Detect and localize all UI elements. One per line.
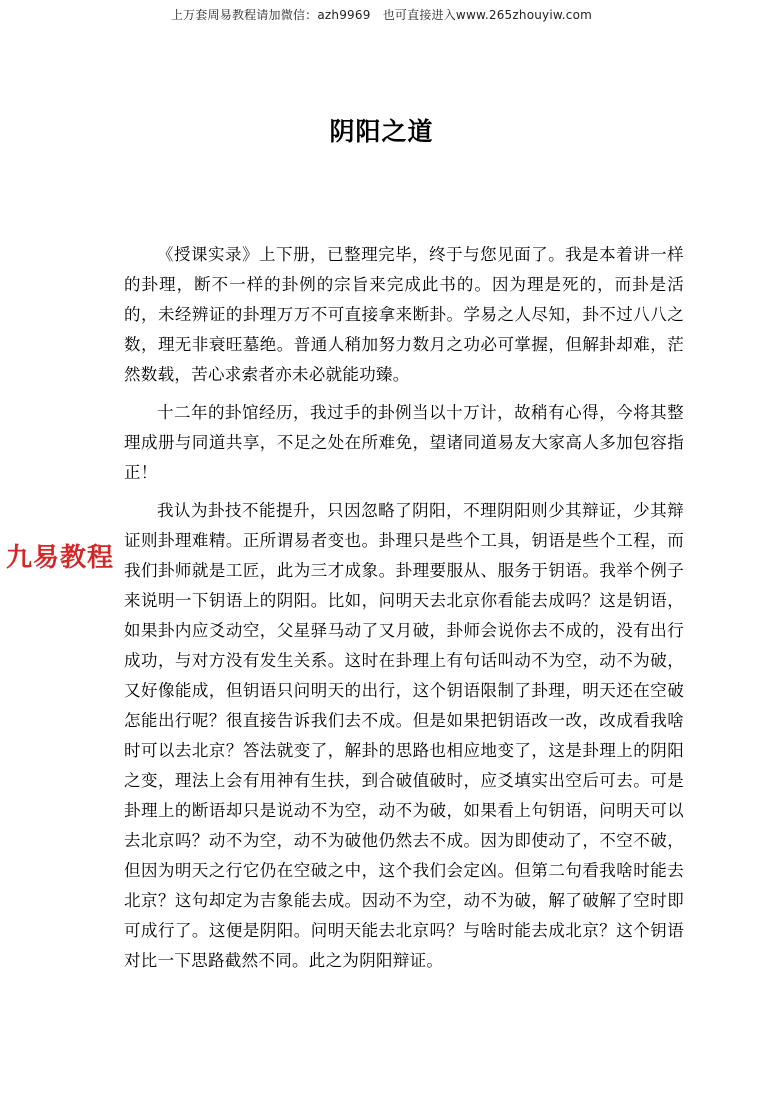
paragraph-2: 十二年的卦馆经历，我过手的卦例当以十万计，故稍有心得，今将其整理成册与同道共享，不足之处在所难免，望诸同道易友大家高人多加包容指正！ — [124, 403, 684, 482]
paragraph-1: 《授课实录》上下册，已整理完毕，终于与您见面了。我是本着讲一样的卦理，断不一样的卦例的宗旨来完成此书的。因为理是死的，而卦是活的，未经辨证的卦理万万不可直接拿来断卦。学易之人尽知，卦不过八八之数，理无非衰旺墓绝。普通人稍加努力数月之功必可掌握，但解卦却难，茫然数载，苦心求索者亦未必就能功臻。 — [124, 245, 684, 384]
paragraph-3: 我认为卦技不能提升，只因忽略了阴阳，不理阴阳则少其辩证，少其辩证则卦理难精。正所谓易者变也。卦理只是些个工具，钥语是些个工程，而我们卦师就是工匠，此为三才成象。卦理要服从、服务于钥语。我举个例子来说明一下钥语上的阴阳。比如，问明天去北京你看能去成吗？这是钥语，如果卦内应爻动空，父星驿马动了又月破，卦师会说你去不成的，没有出行成功，与对方没有发生关系。这时在卦理上有句话叫动不为空，动不为破，又好像能成，但钥语只问明天的出行，这个钥语限制了卦理，明天还在空破怎能出行呢？很直接告诉我们去不成。但是如果把钥语改一改，改成看我啥时可以去北京？答法就变了，解卦的思路也相应地变了，这是卦理上的阴阳之变，理法上会有用神有生扶，到合破值破时，应爻填实出空后可去。可是卦理上的断语却只是说动不为空，动不为破，如果看上句钥语，问明天可以去北京吗？动不为空，动不为破他仍然去不成。因为即使动了，不空不破，但因为明天之行它仍在空破之中，这个我们会定凶。但第二句看我啥时能去北京？这句却定为吉象能去成。因动不为空，动不为破，解了破解了空时即可成行了。这便是阴阳。问明天能去北京吗？与啥时能去成北京？这个钥语对比一下思路截然不同。此之为阴阳辩证。 — [124, 501, 684, 970]
watermark-logo: 九易教程 — [6, 543, 115, 573]
document-body — [124, 240, 684, 984]
header-banner: 上万套周易教程请加微信：azh9969 也可直接进入www.265zhouyiw.com — [170, 8, 593, 22]
page-title: 阴阳之道 — [329, 117, 434, 146]
